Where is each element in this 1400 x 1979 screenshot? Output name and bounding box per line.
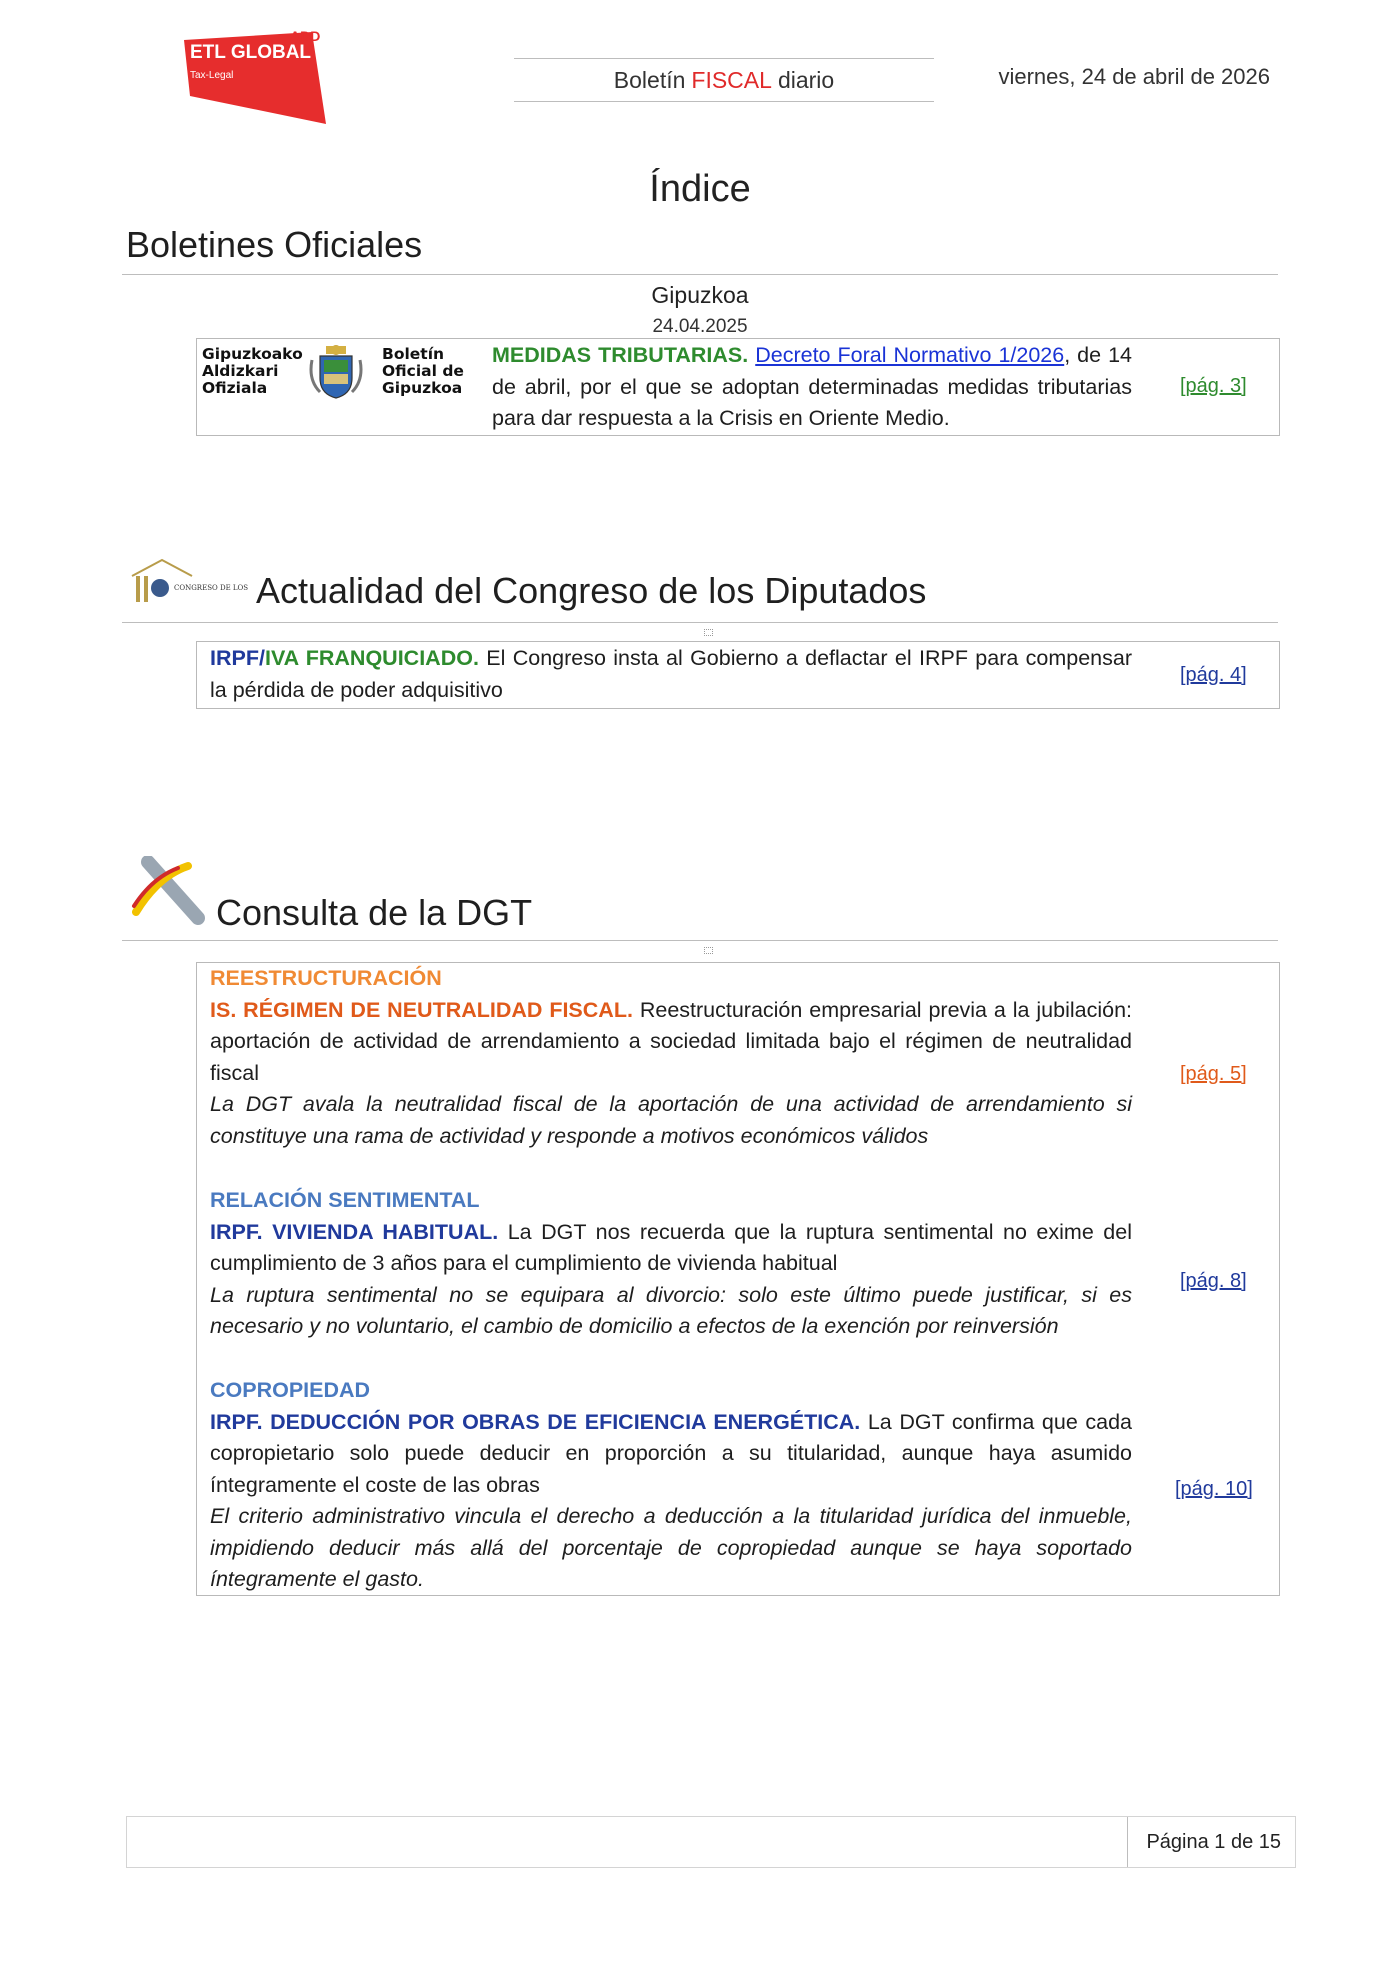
- page-ref-link[interactable]: [pág. 5]: [1180, 1063, 1247, 1085]
- section-divider: [122, 274, 1278, 275]
- table-anchor-icon: [704, 947, 713, 954]
- congreso-entry-text: IRPF/IVA FRANQUICIADO. El Congreso insta al Gobierno a deflactar el IRPF para compensar la pérdida de poder adquisitivo: [210, 646, 1133, 702]
- bulletin-title: [514, 58, 934, 102]
- page-footer: [126, 1816, 1296, 1868]
- gipuzkoa-logo-text-spanish: Boletín Oficial de Gipuzkoa: [382, 345, 464, 397]
- congreso-logo-text: CONGRESO DE LOS: [174, 584, 249, 592]
- title-post: diario: [777, 66, 835, 93]
- section-title-boletines: Boletines Oficiales: [126, 224, 423, 265]
- category-label: RELACIÓN SENTIMENTAL: [210, 1188, 480, 1212]
- entry-note: El criterio administrativo vincula el derecho a deducción a la titularidad jurídica del inmueble, impidiendo deducir más allá del porcentaje de copropiedad aunque se haya soportado íntegramente el gasto.: [210, 1504, 1132, 1591]
- congreso-logo: [126, 556, 250, 608]
- page-number: Página 1 de 15: [1146, 1831, 1281, 1853]
- tag-irpf: IRPF: [210, 646, 259, 670]
- title-fiscal: FISCAL: [691, 66, 772, 93]
- dgt-entry: [210, 1375, 1132, 1596]
- table-anchor-icon: [704, 629, 713, 636]
- entry-description: El Congreso insta al Gobierno a deflactar el IRPF para compensar la pérdida de poder adquisitivo: [210, 646, 1133, 702]
- entry-tag: IS. RÉGIMEN DE NEUTRALIDAD FISCAL.: [210, 997, 633, 1022]
- decreto-link[interactable]: Decreto Foral Normativo 1/2026: [755, 343, 1065, 367]
- entry-tag: IRPF. VIVIENDA HABITUAL.: [210, 1219, 499, 1244]
- gipuzkoa-crest-icon: [306, 344, 366, 402]
- section-title-congreso: Actualidad del Congreso de los Diputados: [256, 570, 927, 611]
- tag-iva: IVA FRANQUICIADO.: [264, 646, 479, 670]
- gipuzkoa-logo-text-basque: Gipuzkoako Aldizkari Ofiziala: [202, 345, 303, 397]
- page-title: Índice: [649, 168, 751, 210]
- page-ref-link[interactable]: [pág. 4]: [1180, 664, 1247, 686]
- category-label: REESTRUCTURACIÓN: [210, 966, 442, 990]
- region-name: Gipuzkoa: [651, 282, 749, 308]
- agencia-tributaria-logo: [128, 856, 206, 926]
- entry-description: La DGT confirma que cada copropietario solo puede deducir en proporción a su titularidad, aunque haya asumido íntegramente el coste de las obras: [210, 1409, 1132, 1497]
- dgt-entry: [210, 1185, 1132, 1343]
- entry-description: Reestructuración empresarial previa a la jubilación: aportación de actividad de arrendamiento a sociedad limitada bajo el régimen de neutralidad fiscal: [210, 997, 1132, 1085]
- entry-description: , de 14 de abril, por el que se adoptan determinadas medidas tributarias para dar respuesta a la Crisis en Oriente Medio.: [492, 343, 1132, 430]
- logo-subtext: Tax-Legal: [190, 70, 234, 81]
- title-pre: Boletín: [613, 66, 686, 93]
- section-title-dgt: Consulta de la DGT: [216, 892, 533, 933]
- entry-note: La DGT avala la neutralidad fiscal de la aportación de una actividad de arrendamiento si constituye una rama de actividad y responde a motivos económicos válidos: [210, 1092, 1132, 1148]
- entry-note: La ruptura sentimental no se equipara al divorcio: solo este último puede justificar, si es necesario y no voluntario, el cambio de domicilio a efectos de la exención por reinversión: [210, 1282, 1132, 1338]
- dgt-entry: [210, 963, 1132, 1152]
- page-ref-link[interactable]: [pág. 3]: [1180, 375, 1247, 397]
- entry-description: La DGT nos recuerda que la ruptura sentimental no exime del cumplimiento de 3 años para el cumplimiento de vivienda habitual: [210, 1219, 1132, 1275]
- entry-tag: MEDIDAS TRIBUTARIAS.: [492, 343, 749, 367]
- section-divider: [122, 622, 1278, 623]
- header-date: viernes, 24 de abril de 2026: [998, 64, 1270, 89]
- footer-divider: [1127, 1817, 1128, 1867]
- logo-text: ETL GLOBAL: [190, 42, 312, 63]
- etl-global-logo: [184, 28, 330, 124]
- page-ref-link[interactable]: [pág. 8]: [1180, 1270, 1247, 1292]
- section-divider: [122, 940, 1278, 941]
- entry-tag: IRPF. DEDUCCIÓN POR OBRAS DE EFICIENCIA ENERGÉTICA.: [210, 1409, 861, 1434]
- region-date: 24.04.2025: [652, 316, 748, 337]
- page-ref-link[interactable]: [pág. 10]: [1175, 1478, 1253, 1500]
- logo-badge: ADD: [290, 28, 321, 44]
- boletin-entry-text: [492, 340, 1132, 435]
- category-label: COPROPIEDAD: [210, 1378, 371, 1402]
